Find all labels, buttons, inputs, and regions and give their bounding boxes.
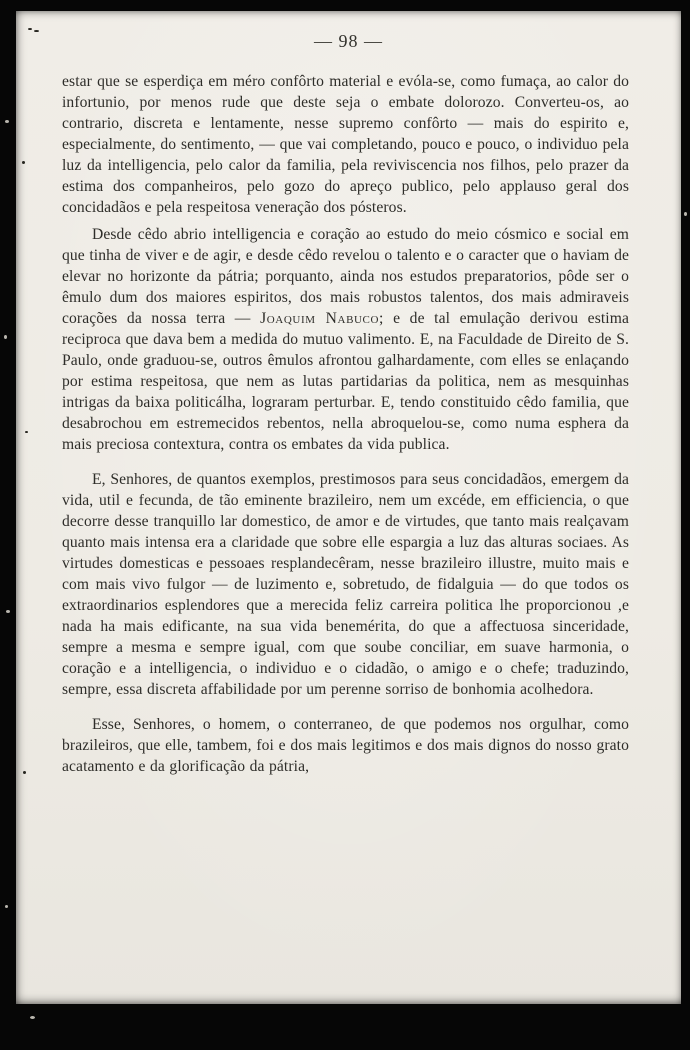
dust-speck xyxy=(6,610,10,613)
ink-speck xyxy=(23,771,26,774)
person-name: Joaquim Nabuco xyxy=(260,310,380,327)
text-block xyxy=(62,71,629,783)
paper xyxy=(16,11,681,1004)
dust-speck xyxy=(4,335,7,339)
page-number: — 98 — xyxy=(314,31,383,51)
ink-speck xyxy=(28,28,32,30)
paragraph: E, Senhores, de quantos exemplos, prestimosos para seus concidadãos, emergem da vida, util e fecunda, de tão eminente brazileiro, nem um excéde, em efficiencia, o que decorre desse tranquillo lar domestico, de amor e de virtudes, que tanto mais realçavam quanto mais intensa era a claridade que sobre elle espargia a luz das alturas sociaes. As virtudes domesticas e pessoaes resplandecêram, nesse brazileiro illustre, muito mais e com mais vivo fulgor — de luzimento e, sobretudo, de fidalguia — do que todos os extraordinarios esplendores que a merecida feliz carreira politica lhe proporcionou ,e nada ha mais edificante, na sua vida benemérita, do que a affectuosa sinceridade, sempre a mesma e sempre igual, com que soube conciliar, em suave harmonia, o coração e a intelligencia, o individuo e o cidadão, o amigo e o chefe; traduzindo, sempre, essa discreta affabilidade por um perenne sorriso de bonhomia acolhedora. xyxy=(62,471,629,698)
dust-speck xyxy=(684,212,687,216)
dust-speck xyxy=(5,905,8,908)
ink-speck xyxy=(34,30,39,32)
paragraph: estar que se esperdiça em méro confôrto material e evóla-se, como fumaça, ao calor do infortunio, por menos rude que deste seja o embate dolorozo. Converteu-os, ao contrario, discreta e lentamente, nesse supremo confôrto — mais do espirito e, especialmente, do sentimento, — que vai completando, pouco e pouco, o individuo pela luz da intelligencia, pelo calor da familia, pela reviviscencia nos filhos, pelo prazer da estima dos companheiros, pelo gozo do apreço publico, pelo applauso geral dos concidadãos e pela respeitosa veneração dos pósteros. xyxy=(62,73,629,216)
paragraph xyxy=(62,224,629,455)
ink-speck xyxy=(22,161,25,164)
dust-speck xyxy=(30,1016,35,1019)
paragraph-text: ; e de tal emulação derivou estima reciproca que dava bem a medida do mutuo valimento. E, na Faculdade de Direito de S. Paulo, onde graduou-se, outros êmulos afrontou galhardamente, com elles se enlaçando por estima respeitosa, que nem as lutas partidarias da politica, nem as mesquinhas intrigas da baixa politicálha, lograram perturbar. E, tendo constituido cêdo familia, que desabrochou em estremecidos rebentos, nella abroquelou-se, como numa esphera da mais preciosa contextura, contra os embates da vida publica. xyxy=(62,310,629,453)
dust-speck xyxy=(5,120,9,123)
paragraph: Esse, Senhores, o homem, o conterraneo, de que podemos nos orgulhar, como brazileiros, que elle, tambem, foi e dos mais legitimos e dos mais dignos do nosso grato acatamento e da glorificação da pátria, xyxy=(62,716,629,775)
ink-speck xyxy=(25,431,28,433)
paragraph-text: Desde cêdo abrio intelligencia e coração ao estudo do meio cósmico e social em que tinha de viver e de agir, e desde cêdo revelou o talento e o caracter que o haviam de elevar no horizonte da pátria; porquanto, ainda nos estudos preparatorios, pôde ser o êmulo dum dos maiores espiritos, dos mais robustos talentos, dos mais admiraveis corações da nossa terra — xyxy=(62,226,629,327)
